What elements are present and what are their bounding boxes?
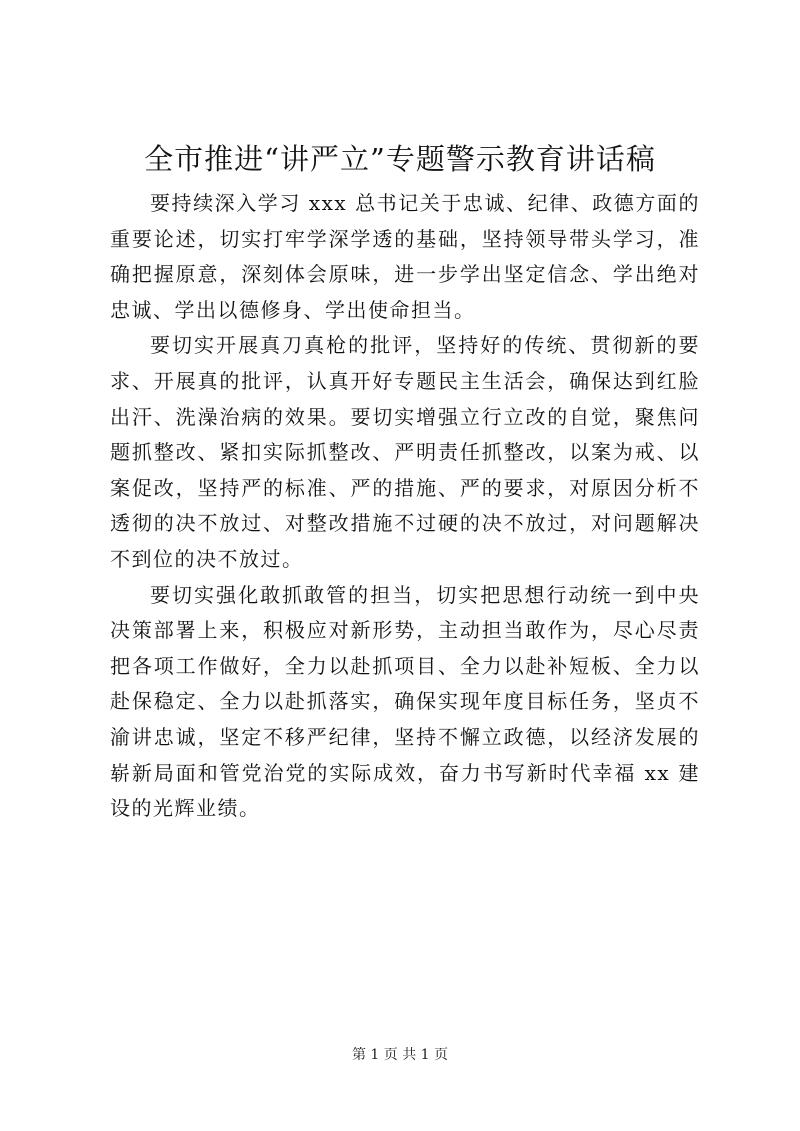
paragraph-1: 要持续深入学习 xxx 总书记关于忠诚、纪律、政德方面的重要论述，切实打牢学深学透的基础，坚持领导带头学习，准确把握原意，深刻体会原味，进一步学出坚定信念、学出绝对忠诚、学出以德修身、学出使命担当。	[110, 191, 700, 322]
page-footer: 第 1 页 共 1 页	[351, 1047, 449, 1063]
document-title: 全市推进“讲严立”专题警示教育讲话稿	[144, 142, 656, 176]
document-body	[110, 186, 700, 827]
paragraph-3: 要切实强化敢抓敢管的担当，切实把思想行动统一到中央决策部署上来，积极应对新形势，主动担当敢作为，尽心尽责把各项工作做好，全力以赴抓项目、全力以赴补短板、全力以赴保稳定、全力以赴抓落实，确保实现年度目标任务，坚贞不渝讲忠诚，坚定不移严纪律，坚持不懈立政德，以经济发展的崭新局面和管党治党的实际成效，奋力书写新时代幸福 xx 建设的光辉业绩。	[110, 582, 700, 821]
paragraph-2: 要切实开展真刀真枪的批评，坚持好的传统、贯彻新的要求、开展真的批评，认真开好专题民主生活会，确保达到红脸出汗、洗澡治病的效果。要切实增强立行立改的自觉，聚焦问题抓整改、紧扣实际抓整改、严明责任抓整改，以案为戒、以案促改，坚持严的标准、严的措施、严的要求，对原因分析不透彻的决不放过、对整改措施不过硬的决不放过，对问题解决不到位的决不放过。	[110, 333, 700, 571]
